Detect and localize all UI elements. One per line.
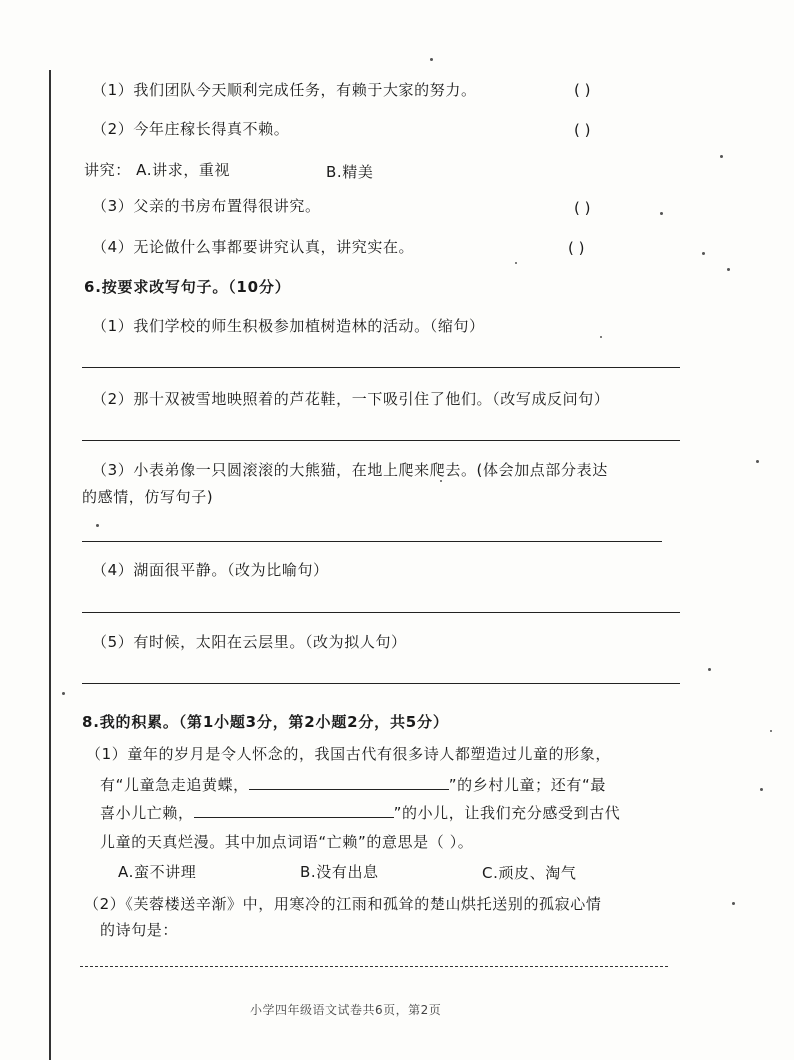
q8-item-1-line-3	[100, 803, 620, 823]
q6-item-3-line-2: 的感情，仿写句子)	[82, 488, 214, 506]
q5-item-4-answer[interactable]: ( )	[568, 239, 585, 257]
scan-speck	[430, 58, 433, 61]
scan-speck	[727, 268, 730, 271]
q5-jiangjiu-option-a: 讲究： A.讲求，重视	[84, 161, 231, 179]
scan-speck	[720, 155, 723, 158]
q5-item-3: （3）父亲的书房布置得很讲究。	[92, 197, 321, 215]
q6-item-3-answer-line[interactable]	[82, 541, 662, 542]
q8-item-1-line-2-end: ”的乡村儿童；还有“最	[448, 776, 606, 794]
q8-option-c[interactable]: C.顽皮、淘气	[482, 864, 577, 882]
scan-speck	[760, 788, 763, 791]
q8-item-1-line-3-start: 喜小儿亡赖，	[100, 804, 194, 822]
q5-item-1-answer[interactable]: ( )	[574, 81, 591, 99]
scan-speck	[732, 902, 735, 905]
q8-item-1-line-2-start: 有“儿童急走追黄蝶，	[100, 776, 249, 794]
q8-option-b[interactable]: B.没有出息	[300, 863, 379, 881]
page-footer: 小学四年级语文试卷共6页，第2页	[250, 1003, 442, 1017]
q6-item-2: （2）那十双被雪地映照着的芦花鞋，一下吸引住了他们。（改写成反问句）	[92, 390, 610, 408]
q5-item-4: （4）无论做什么事都要讲究认真，讲究实在。	[92, 238, 415, 256]
scan-speck	[702, 252, 705, 255]
q5-item-2: （2）今年庄稼长得真不赖。	[92, 120, 290, 138]
scan-speck	[440, 480, 442, 482]
q8-item-1-line-4: 儿童的天真烂漫。其中加点词语“亡赖”的意思是（ ）。	[100, 833, 474, 851]
q8-item-1-line-2	[100, 775, 606, 795]
scan-speck	[756, 460, 759, 463]
scan-speck	[62, 692, 65, 695]
scan-speck	[600, 336, 602, 338]
q6-item-3-line-1: （3）小表弟像一只圆滚滚的大熊猫，在地上爬来爬去。(体会加点部分表达	[92, 461, 608, 479]
q6-heading: 6.按要求改写句子。（10分）	[84, 278, 291, 296]
scan-speck	[708, 668, 711, 671]
q6-item-1-answer-line[interactable]	[82, 367, 680, 368]
q6-item-4: （4）湖面很平静。（改为比喻句）	[92, 561, 329, 579]
q5-item-1: （1）我们团队今天顺利完成任务，有赖于大家的努力。	[92, 81, 477, 99]
scan-speck	[515, 262, 517, 264]
q8-item-2-line-2: 的诗句是：	[100, 921, 179, 939]
scan-speck	[770, 730, 772, 732]
q8-heading: 8.我的积累。（第1小题3分，第2小题2分，共5分）	[82, 713, 449, 731]
q8-item-2-line-1: （2）《芙蓉楼送辛渐》中，用寒冷的江雨和孤耸的楚山烘托送别的孤寂心情	[84, 895, 602, 913]
q6-item-5-answer-line[interactable]	[82, 683, 680, 684]
q8-item-1-line-1: （1）童年的岁月是令人怀念的，我国古代有很多诗人都塑造过儿童的形象，	[86, 745, 611, 763]
q5-item-2-answer[interactable]: ( )	[574, 121, 591, 139]
q8-blank-1[interactable]	[249, 775, 449, 790]
scan-speck	[660, 212, 663, 215]
q5-item-3-answer[interactable]: ( )	[574, 199, 591, 217]
q6-item-5: （5）有时候，太阳在云层里。（改为拟人句）	[92, 633, 407, 651]
q8-option-a[interactable]: A.蛮不讲理	[118, 863, 197, 881]
q8-item-2-answer-line[interactable]	[80, 966, 668, 967]
binding-margin-line	[49, 70, 51, 1060]
q8-item-1-line-3-end: ”的小儿，让我们充分感受到古代	[393, 804, 621, 822]
q5-jiangjiu-option-b: B.精美	[326, 163, 374, 181]
q8-blank-2[interactable]	[194, 803, 394, 818]
q6-item-2-answer-line[interactable]	[82, 440, 680, 441]
q6-item-4-answer-line[interactable]	[82, 612, 680, 613]
q6-item-1: （1）我们学校的师生积极参加植树造林的活动。（缩句）	[92, 317, 485, 335]
scan-speck	[96, 524, 99, 527]
